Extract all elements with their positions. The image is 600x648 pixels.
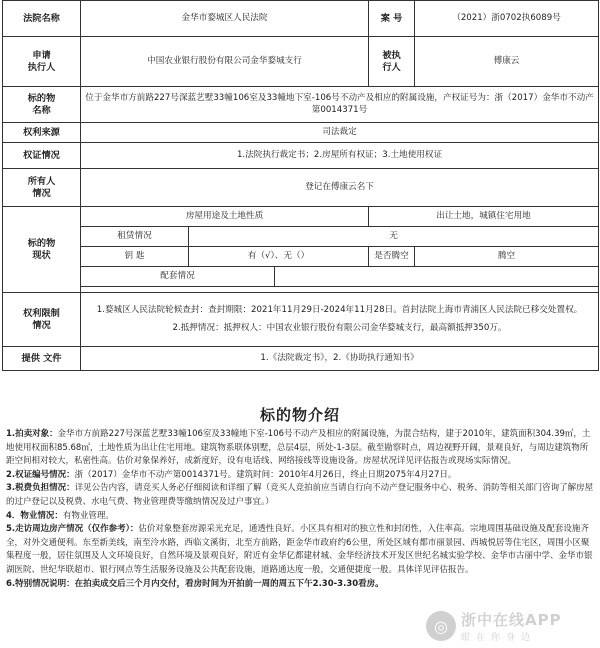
lease-label: 租赁情况 [81,227,189,247]
limit-item-1: 1.婺城区人民法院轮候查封：查封期限：2021年11月29日-2024年11月28日。首封法院上海市青浦区人民法院已移交处置权。 [96,305,583,316]
usage-label: 房屋用途及土地性质 [81,207,369,227]
furnish-value [275,267,599,287]
rights-label: 权证情况 [3,143,81,169]
court-value: 金华市婺城区人民法院 [81,1,369,37]
case-info-table [2,0,599,371]
watermark-slogan: 眼在你身边 [461,633,537,643]
vacant-value: 腾空 [415,247,599,267]
intro-p6: 6.特别情况说明：在拍卖成交后三个月内交付，看房时间为开拍前一周的周五下午2.30-3.30看房。 [6,578,384,589]
respondent-label: 被执 行人 [369,37,415,87]
intro-p4: 4．物业情况：有物业管理。 [6,510,114,521]
owner-value: 登记在傅康云名下 [81,169,599,207]
respondent-value: 傅康云 [415,37,599,87]
docs-value: 1.《法院裁定书》，2.《协助执行通知书》 [81,347,599,371]
intro-p2: 2.权证编号情况：浙（2017）金华市不动产第0014371号。建筑时间：2010年4月26日，终止日期2075年4月27日。 [6,469,457,480]
subject-value: 位于金华市方前路227号深蓝艺墅33幢106室及33幢地下室-106号不动产及相应的附属设施，产权证号为：浙（2017）金华市不动产第0014371号 [81,87,599,123]
rights-value: 1.法院执行裁定书；2.房屋所有权证；3.土地使用权证 [81,143,599,169]
limit-value [81,293,599,347]
applicant-label: 申请 执行人 [3,37,81,87]
watermark-name: 浙中在线APP [461,611,562,629]
applicant-value: 中国农业银行股份有限公司金华婺城支行 [81,37,369,87]
key-label: 钥 匙 [81,247,189,267]
court-label: 法院名称 [3,1,81,37]
subject-label: 标的物 名称 [3,87,81,123]
case-number-label: 案 号 [369,1,415,37]
case-number-value: （2021）浙0702执6089号 [415,1,599,37]
status-label: 标的物 现状 [3,207,81,293]
source-value: 司法裁定 [81,123,599,143]
lease-value: 无 [189,227,599,247]
watermark [426,606,596,646]
usage-value: 出让土地，城镇住宅用地 [369,207,599,227]
limit-label: 权利限制 情况 [3,293,81,347]
docs-label: 提供 文件 [3,347,81,371]
key-value: 有（√）、无（） [189,247,369,267]
source-label: 权利来源 [3,123,81,143]
intro-p1: 1.拍卖对象：金华市方前路227号深蓝艺墅33幢106室及33幢地下室-106号不动产及相应的附属设施，为混合结构，建于2010年，建筑面积304.39㎡，土地使用权面积85.68㎡，土地性质为出让住宅用地。建筑物系联体别墅，总层4层，所处-1-3层。截至勘察时点，周边视野开阔，景观良好，与周边建筑物所距空间相对较大，私密性高。估价对象保养好，成新度好，设有电话线、网络接线等设施设备。房屋状况详见评估报告或现场实际情况。 [6,429,591,467]
furnish-label: 配套情况 [81,267,275,287]
intro-body [6,428,594,591]
intro-p5: 5.走访周边房产情况（仅作参考）：估价对象整套房源采光充足，通透性良好。小区具有相对的独立性和封闭性，入住率高。宗地周围基础设施及配套设施齐全，对外交通便利。东至新美线，南至泠水路，西临文溪街，北至方前路，距金华市政府约6公里，所处区域有都市丽景园、西城悦居等住宅区，周围小区聚集程度一般，居住氛围及人文环境良好，自然环境及景观良好，附近有金华亿都建材城、金华经济技术开发区世纪名城实验学校、金华市古丽中学、金华市银湖医院、世纪华联超市、银行网点等生活服务设施及公共配套设施，道路通达度一般，交通便捷度一般。具体详见评估报告。 [6,524,593,575]
limit-item-2: 2.抵押情况：抵押权人：中国农业银行股份有限公司金华婺城支行，最高额抵押350万。 [172,322,507,333]
vacant-label: 是否腾空 [369,247,415,267]
owner-label: 所有人 情况 [3,169,81,207]
intro-title: 标的物介绍 [259,406,340,424]
app-logo-icon: ◎ [426,611,456,641]
intro-p3: 3.税费负担情况：详见公告内容，请竞买人务必仔细阅读和详细了解（竞买人竞拍前应当请自行向不动产登记服务中心、税务、消防等相关部门咨询了解房屋的过户登记以及税费、水电气费、物业管理费等缴纳情况及过户事宜。） [6,483,594,507]
